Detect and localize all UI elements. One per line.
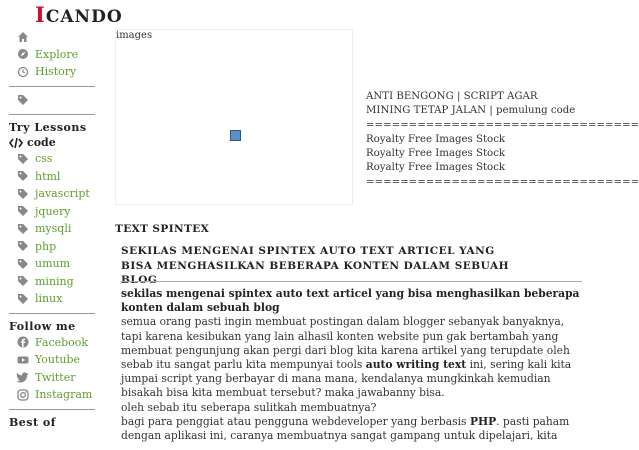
code-category[interactable]: code bbox=[9, 135, 95, 150]
ad-image-box[interactable] bbox=[115, 29, 353, 205]
home-icon bbox=[17, 31, 29, 43]
tag-icon bbox=[17, 205, 29, 217]
side-ad-line: Royalty Free Images Stock bbox=[366, 148, 506, 160]
article-body bbox=[121, 287, 586, 443]
social-youtube[interactable]: Youtube bbox=[9, 351, 95, 369]
sidebar-item-html[interactable]: html bbox=[9, 168, 95, 186]
tag-icon bbox=[17, 170, 29, 182]
post-title: SEKILAS MENGENAI SPINTEX AUTO TEXT ARTICEL YANG BISA MENGHASILKAN BEBERAPA KONTEN DALAM SEBUAH BLOG bbox=[121, 245, 510, 286]
section-label: TEXT SPINTEX bbox=[115, 223, 210, 235]
site-logo[interactable]: ICANDO bbox=[35, 2, 123, 27]
lessons-heading: Try Lessons bbox=[9, 121, 87, 134]
divider bbox=[121, 281, 582, 282]
divider bbox=[9, 409, 95, 410]
social-twitter[interactable]: Twitter bbox=[9, 369, 95, 387]
sidebar-item-label: Explore bbox=[35, 47, 79, 61]
sidebar-item-explore[interactable] bbox=[9, 46, 95, 64]
side-ad-title[interactable]: ANTI BENGONG | SCRIPT AGAR MINING TETAP JALAN | pemulung code bbox=[366, 91, 576, 117]
sidebar-item-history[interactable] bbox=[9, 63, 95, 81]
facebook-icon bbox=[17, 336, 29, 348]
sidebar-item-css[interactable]: css bbox=[9, 150, 95, 168]
sidebar-item-mysqli[interactable]: mysqli bbox=[9, 220, 95, 238]
tag-icon bbox=[17, 223, 29, 235]
side-ad-line: Royalty Free Images Stock bbox=[366, 162, 506, 174]
side-ad-separator: ================================ bbox=[366, 176, 639, 188]
youtube-icon bbox=[17, 354, 29, 366]
article-lead: sekilas mengenai spintex auto text articel yang bisa menghasilkan beberapa konten dalam sebuah blog bbox=[121, 287, 580, 315]
twitter-icon bbox=[17, 371, 29, 383]
lessons-list bbox=[9, 150, 95, 308]
divider bbox=[9, 86, 95, 87]
tag-icon bbox=[17, 188, 29, 200]
tag-icon bbox=[17, 153, 29, 165]
sidebar-item-mining[interactable]: mining bbox=[9, 273, 95, 291]
sidebar-item-jquery[interactable]: jquery bbox=[9, 203, 95, 221]
broken-image-icon bbox=[230, 130, 241, 141]
tag-icon bbox=[17, 94, 29, 106]
follow-heading: Follow me bbox=[9, 319, 76, 333]
sidebar-item-javascript[interactable]: javascript bbox=[9, 185, 95, 203]
sidebar bbox=[9, 28, 95, 430]
sidebar-item-label: History bbox=[35, 65, 77, 79]
tag-icon bbox=[17, 258, 29, 270]
divider bbox=[9, 114, 95, 115]
side-ad-line: Royalty Free Images Stock bbox=[366, 133, 506, 145]
tag-icon bbox=[17, 240, 29, 252]
sidebar-item-php[interactable]: php bbox=[9, 238, 95, 256]
article-paragraph: semua orang pasti ingin membuat postingan dalam blogger sebanyak banyaknya, tapi karena kesibukan yang lain alhasil konten website pun gak bertambah yang membuat pengunjung akan pergi dari blog kita karena artikel yang terupdate oleh sebab itu sangat parlu kita mempunyai tools auto writing text ini, sering kali kita jumpai script yang berbayar di mana mana, kendalanya mungkinkah kemudian bisakah bisa kita membuat tersebut? maka jawabanny bisa. bbox=[121, 315, 572, 400]
image-alt-text: images bbox=[116, 30, 153, 41]
tag-icon bbox=[17, 293, 29, 305]
tag-icon bbox=[17, 275, 29, 287]
article-paragraph: oleh sebab itu seberapa sulitkah membuatnya? bbox=[121, 400, 377, 414]
social-facebook[interactable]: Facebook bbox=[9, 334, 95, 352]
sidebar-item-umum[interactable]: umum bbox=[9, 255, 95, 273]
social-instagram[interactable]: Instagram bbox=[9, 386, 95, 404]
article-paragraph: bagi para penggiat atau pengguna webdeveloper yang berbasis PHP. pasti paham dengan aplikasi ini, caranya membuatnya sangat gampang untuk dipelajari, kita bbox=[121, 414, 570, 443]
divider bbox=[9, 313, 95, 314]
instagram-icon bbox=[17, 389, 29, 401]
best-of-heading: Best of bbox=[9, 415, 56, 429]
side-ad-separator: ================================ bbox=[366, 119, 639, 131]
compass-icon bbox=[17, 48, 29, 60]
side-ad-text bbox=[366, 90, 639, 190]
sidebar-item-linux[interactable]: linux bbox=[9, 290, 95, 308]
sidebar-item-home[interactable] bbox=[9, 28, 95, 46]
history-icon bbox=[17, 66, 29, 78]
code-icon bbox=[9, 137, 23, 149]
sidebar-tags[interactable] bbox=[9, 92, 95, 110]
